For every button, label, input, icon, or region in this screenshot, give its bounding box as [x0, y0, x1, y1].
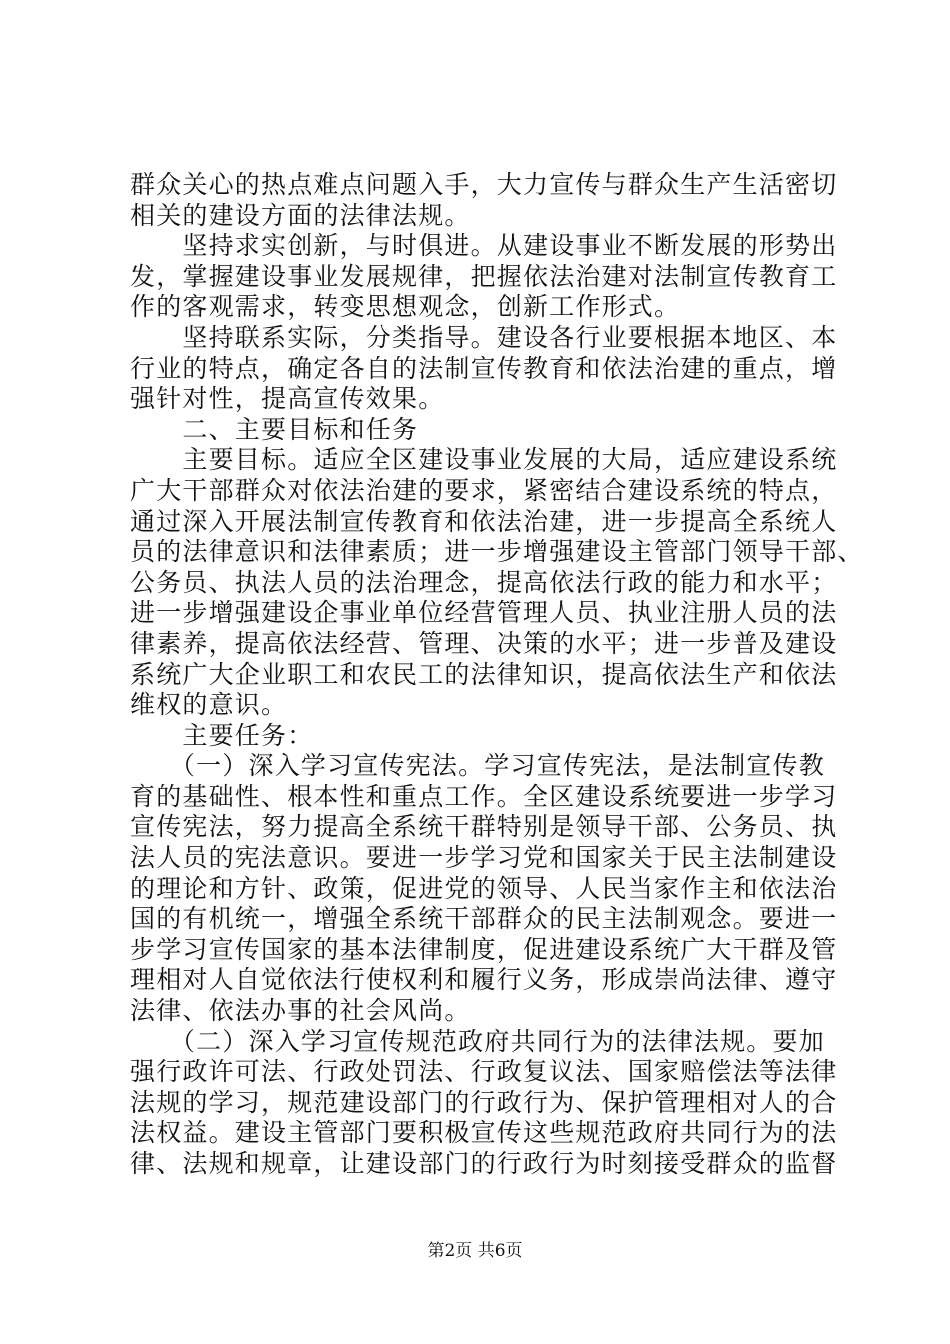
text-line: （一）深入学习宣传宪法。学习宣传宪法，是法制宣传教 [130, 751, 825, 781]
text-line: 法权益。建设主管部门要积极宣传这些规范政府共同行为的法 [130, 1118, 838, 1148]
text-line: 相关的建设方面的法律法规。 [130, 200, 471, 230]
text-line: 坚持求实创新，与时俱进。从建设事业不断发展的形势出 [130, 231, 838, 261]
text-line: 法律、依法办事的社会风尚。 [130, 996, 471, 1026]
text-line: 律素养，提高依法经营、管理、决策的水平；进一步普及建设 [130, 628, 838, 658]
text-line: 律、法规和规章，让建设部门的行政行为时刻接受群众的监督 [130, 1149, 838, 1178]
text-line: 系统广大企业职工和农民工的法律知识，提高依法生产和依法 [130, 659, 838, 689]
text-line: 步学习宣传国家的基本法律制度，促进建设系统广大干群及管 [130, 934, 838, 964]
text-line: 通过深入开展法制宣传教育和依法治建，进一步提高全系统人 [130, 506, 838, 536]
text-line: 群众关心的热点难点问题入手，大力宣传与群众生产生活密切 [130, 170, 838, 199]
text-line: 的理论和方针、政策，促进党的领导、人民当家作主和依法治 [130, 873, 838, 903]
text-line: 二、主要目标和任务 [130, 414, 419, 444]
text-line: 国的有机统一，增强全系统干部群众的民主法制观念。要进一 [130, 904, 838, 934]
text-line: 法规的学习，规范建设部门的行政行为、保护管理相对人的合 [130, 1087, 838, 1117]
page-footer: 第2页 共6页 [427, 1241, 523, 1261]
text-line: 强针对性，提高宣传效果。 [130, 384, 445, 414]
text-line: 公务员、执法人员的法治理念，提高依法行政的能力和水平； [130, 567, 838, 597]
text-line: 理相对人自觉依法行使权利和履行义务，形成崇尚法律、遵守 [130, 965, 838, 995]
text-line: （二）深入学习宣传规范政府共同行为的法律法规。要加 [130, 1026, 825, 1056]
text-line: 维权的意识。 [130, 690, 288, 720]
text-line: 进一步增强建设企事业单位经营管理人员、执业注册人员的法 [130, 598, 838, 628]
text-line: 宣传宪法，努力提高全系统干群特别是领导干部、公务员、执 [130, 812, 838, 842]
text-line: 法人员的宪法意识。要进一步学习党和国家关于民主法制建设 [130, 843, 838, 873]
text-line: 广大干部群众对依法治建的要求，紧密结合建设系统的特点， [130, 475, 838, 505]
text-line: 主要任务： [130, 720, 314, 750]
text-line: 作的客观需求，转变思想观念，创新工作形式。 [130, 292, 681, 322]
document-body [130, 170, 864, 1180]
text-line: 坚持联系实际，分类指导。建设各行业要根据本地区、本 [130, 322, 838, 352]
text-line: 强行政许可法、行政处罚法、行政复议法、国家赔偿法等法律 [130, 1057, 838, 1087]
text-line: 育的基础性、根本性和重点工作。全区建设系统要进一步学习 [130, 781, 838, 811]
text-line: 主要目标。适应全区建设事业发展的大局，适应建设系统 [130, 445, 838, 475]
text-line: 员的法律意识和法律素质；进一步增强建设主管部门领导干部、 [130, 537, 864, 567]
text-line: 行业的特点，确定各自的法制宣传教育和依法治建的重点，增 [130, 353, 838, 383]
text-line: 发，掌握建设事业发展规律，把握依法治建对法制宣传教育工 [130, 261, 838, 291]
